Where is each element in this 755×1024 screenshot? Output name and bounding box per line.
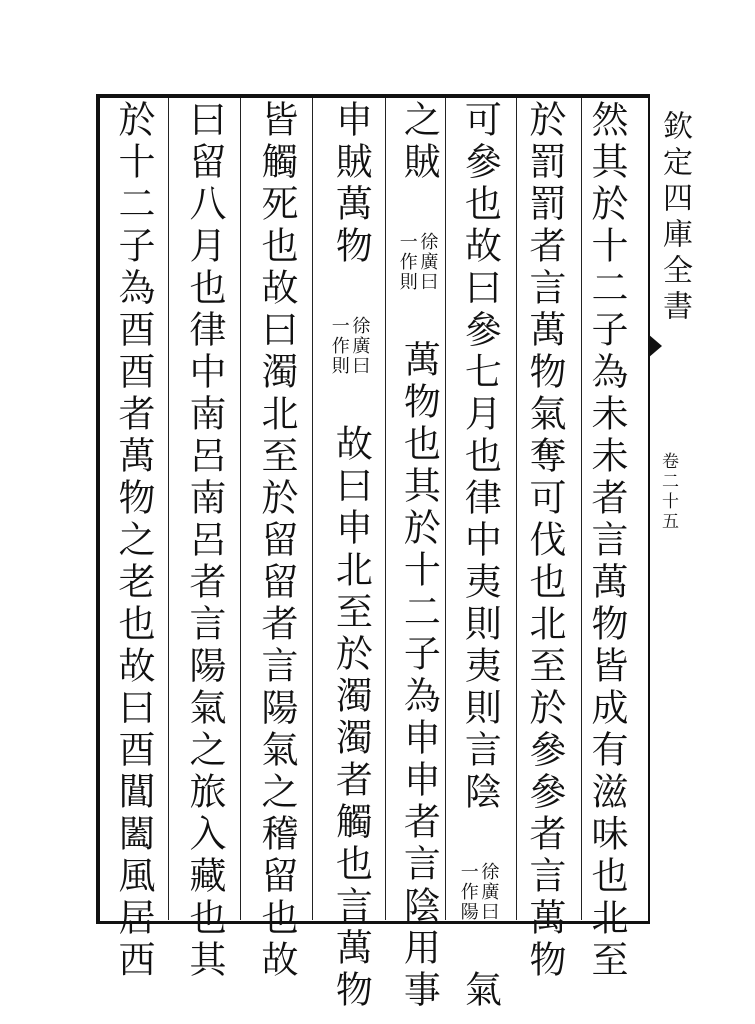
interlinear-note [328,316,369,376]
text-column-1 [585,100,628,982]
column-text: 之賊 [397,100,441,184]
column-rule [385,98,386,920]
text-column-6 [255,100,298,982]
text-column-3 [457,100,502,1012]
column-text: 於罰罰者言萬物氣奪可伐也北至於參參者言萬物 [523,100,566,982]
column-rule [240,98,241,920]
column-rule [312,98,313,920]
fishtail-mark [648,334,662,358]
column-rule [168,98,169,920]
note-line: 徐廣曰 [417,232,439,292]
column-text-continued: 萬物也其於十二子為申申者言陰用事 [397,340,441,1012]
column-rule [445,98,446,920]
column-text: 然其於十二子為未未者言萬物皆成有滋味也北至 [585,100,628,982]
column-text: 皆觸死也故曰濁北至於留留者言陽氣之稽留也故 [255,100,298,982]
margin-volume-number: 卷二十五 [658,452,678,532]
note-line: 一作陽 [457,862,479,922]
text-column-2 [523,100,566,982]
column-text: 可參也故曰參七月也律中夷則夷則言陰 [458,100,502,814]
interlinear-note [457,862,498,922]
column-text-continued: 氣 [458,970,502,1012]
note-line: 徐廣曰 [478,862,500,922]
interlinear-note [396,232,437,292]
column-text: 於十二子為酉酉者萬物之老也故曰酉閶闔風居西 [112,100,155,982]
column-rule [516,98,517,920]
text-column-4 [396,100,441,1012]
column-text-continued: 故曰申北至於濁濁者觸也言萬物 [329,424,373,1012]
column-rule [581,98,582,920]
margin-book-title: 欽定四庫全書 [657,110,692,326]
text-column-7 [183,100,226,982]
note-line: 一作則 [328,316,350,376]
column-text: 曰留八月也律中南呂南呂者言陽氣之旅入藏也其 [183,100,226,982]
text-column-5 [328,100,373,1012]
column-text: 申賊萬物 [329,100,373,268]
text-column-8 [112,100,155,982]
note-line: 一作則 [396,232,418,292]
note-line: 徐廣曰 [349,316,371,376]
